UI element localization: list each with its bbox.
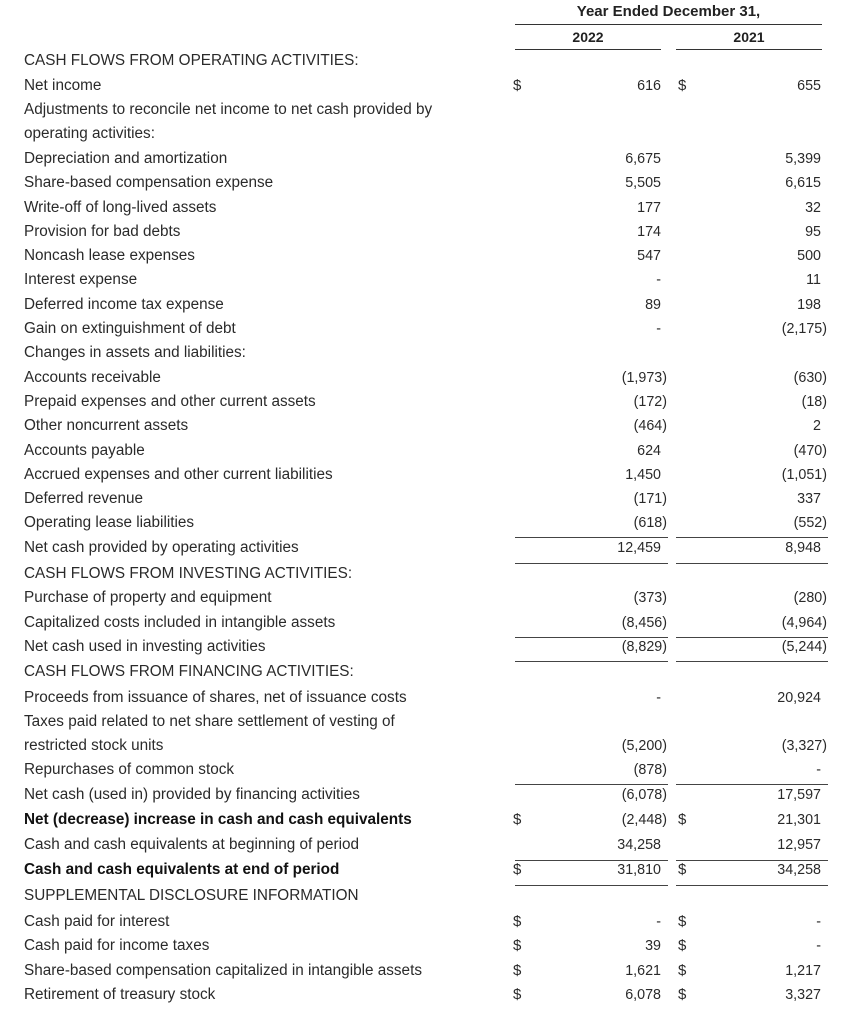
statement-row (0, 860, 848, 884)
subtotal-rule (676, 637, 828, 638)
value-2021: 12,957 (777, 837, 821, 853)
value-2021: 34,258 (777, 862, 821, 878)
statement-row (0, 270, 848, 294)
value-2021: (5,244) (781, 639, 827, 655)
value-2021: 11 (806, 272, 821, 288)
line-item-label: Capitalized costs included in intangible assets (24, 614, 336, 631)
value-2021: 5,399 (785, 151, 821, 167)
value-2022: 177 (637, 200, 661, 216)
value-2022: 31,810 (617, 862, 661, 878)
value-2022: (8,456) (621, 615, 667, 631)
subtotal-rule (676, 661, 828, 662)
statement-row (0, 198, 848, 222)
value-2021: (3,327) (781, 738, 827, 754)
line-item-label: Share-based compensation expense (24, 174, 274, 191)
statement-row (0, 343, 848, 367)
line-item-label: Accrued expenses and other current liabilities (24, 466, 333, 483)
line-item-label: Write-off of long-lived assets (24, 199, 217, 216)
statement-row (0, 319, 848, 343)
value-2021: (552) (793, 515, 827, 531)
statement-row (0, 760, 848, 784)
value-2022: 624 (637, 443, 661, 459)
statement-row (0, 985, 848, 1009)
dollar-sign-2022: $ (513, 962, 522, 979)
dollar-sign-2022: $ (513, 811, 522, 828)
line-item-label: Changes in assets and liabilities: (24, 344, 246, 361)
statement-row (0, 662, 848, 686)
value-2021: - (816, 938, 821, 954)
statement-row (0, 961, 848, 985)
value-2021: (470) (793, 443, 827, 459)
dollar-sign-2021: $ (678, 77, 687, 94)
line-item-label: restricted stock units (24, 737, 164, 754)
line-item-label: Operating lease liabilities (24, 514, 195, 531)
dollar-sign-2022: $ (513, 913, 522, 930)
dollar-sign-2022: $ (513, 986, 522, 1003)
statement-row (0, 295, 848, 319)
statement-row (0, 588, 848, 612)
statement-row (0, 637, 848, 661)
statement-row (0, 712, 848, 736)
value-2022: 1,621 (625, 963, 661, 979)
line-item-label: Accounts receivable (24, 369, 161, 386)
subtotal-rule (676, 860, 828, 861)
statement-row (0, 124, 848, 148)
statement-row (0, 100, 848, 124)
value-2021: 337 (797, 491, 821, 507)
statement-row (0, 489, 848, 513)
value-2022: (1,973) (621, 370, 667, 386)
line-item-label: Depreciation and amortization (24, 150, 228, 167)
period-header: Year Ended December 31, (576, 3, 761, 20)
value-2022: (6,078) (621, 787, 667, 803)
dollar-sign-2021: $ (678, 937, 687, 954)
value-2022: (618) (633, 515, 667, 531)
value-2021: (2,175) (781, 321, 827, 337)
value-2021: (1,051) (781, 467, 827, 483)
statement-row (0, 912, 848, 936)
line-item-label: Share-based compensation capitalized in intangible assets (24, 962, 422, 979)
subtotal-rule (515, 661, 668, 662)
value-2022: 34,258 (617, 837, 661, 853)
value-2022: (171) (633, 491, 667, 507)
statement-row (0, 513, 848, 537)
statement-row (0, 465, 848, 489)
line-item-label: Purchase of property and equipment (24, 589, 272, 606)
line-item-label: Repurchases of common stock (24, 761, 234, 778)
line-item-label: Net cash provided by operating activities (24, 539, 299, 556)
subtotal-rule (515, 537, 668, 538)
line-item-label: SUPPLEMENTAL DISCLOSURE INFORMATION (24, 887, 359, 904)
line-item-label: CASH FLOWS FROM INVESTING ACTIVITIES: (24, 565, 353, 582)
value-2021: (18) (801, 394, 827, 410)
line-item-label: Cash paid for income taxes (24, 937, 210, 954)
statement-row (0, 392, 848, 416)
value-2022: 6,675 (625, 151, 661, 167)
value-2022: - (656, 321, 661, 337)
line-item-label: Net income (24, 77, 102, 94)
value-2022: (8,829) (621, 639, 667, 655)
subtotal-rule (676, 537, 828, 538)
statement-row (0, 368, 848, 392)
statement-row (0, 51, 848, 75)
subtotal-rule (676, 563, 828, 564)
statement-row (0, 936, 848, 960)
value-2021: 2 (813, 418, 821, 434)
statement-row (0, 416, 848, 440)
value-2022: - (656, 690, 661, 706)
value-2021: 1,217 (785, 963, 821, 979)
dollar-sign-2022: $ (513, 861, 522, 878)
value-2022: (878) (633, 762, 667, 778)
value-2021: 21,301 (777, 812, 821, 828)
subtotal-rule (515, 860, 668, 861)
value-2022: 12,459 (617, 540, 661, 556)
dollar-sign-2021: $ (678, 811, 687, 828)
statement-row (0, 222, 848, 246)
line-item-label: Net cash (used in) provided by financing activities (24, 786, 360, 803)
statement-row (0, 149, 848, 173)
value-2022: - (656, 914, 661, 930)
dollar-sign-2022: $ (513, 77, 522, 94)
year-2021-rule (676, 49, 822, 50)
value-2021: (630) (793, 370, 827, 386)
line-item-label: CASH FLOWS FROM OPERATING ACTIVITIES: (24, 52, 359, 69)
value-2021: 20,924 (777, 690, 821, 706)
value-2022: 174 (637, 224, 661, 240)
value-2022: (464) (633, 418, 667, 434)
value-2021: 3,327 (785, 987, 821, 1003)
subtotal-rule (515, 563, 668, 564)
line-item-label: Adjustments to reconcile net income to net cash provided by (24, 101, 433, 118)
value-2021: 198 (797, 297, 821, 313)
value-2022: 5,505 (625, 175, 661, 191)
value-2021: (280) (793, 590, 827, 606)
value-2021: (4,964) (781, 615, 827, 631)
subtotal-rule (676, 885, 828, 886)
header-rule (515, 24, 822, 25)
dollar-sign-2022: $ (513, 937, 522, 954)
statement-row (0, 76, 848, 100)
value-2022: 1,450 (625, 467, 661, 483)
value-2021: - (816, 762, 821, 778)
subtotal-rule (676, 784, 828, 785)
statement-row (0, 564, 848, 588)
value-2022: 616 (637, 78, 661, 94)
dollar-sign-2021: $ (678, 913, 687, 930)
line-item-label: Gain on extinguishment of debt (24, 320, 236, 337)
statement-row (0, 835, 848, 859)
value-2022: (373) (633, 590, 667, 606)
year-2022-rule (515, 49, 661, 50)
line-item-label: Deferred income tax expense (24, 296, 224, 313)
column-year-2021: 2021 (733, 29, 765, 45)
statement-row (0, 810, 848, 834)
column-year-2022: 2022 (572, 29, 604, 45)
value-2022: (5,200) (621, 738, 667, 754)
subtotal-rule (515, 637, 668, 638)
statement-row (0, 736, 848, 760)
value-2022: 39 (645, 938, 661, 954)
statement-row (0, 688, 848, 712)
statement-row (0, 173, 848, 197)
statement-row (0, 538, 848, 562)
line-item-label: Noncash lease expenses (24, 247, 195, 264)
value-2022: 6,078 (625, 987, 661, 1003)
line-item-label: Deferred revenue (24, 490, 144, 507)
line-item-label: Interest expense (24, 271, 138, 288)
line-item-label: Provision for bad debts (24, 223, 181, 240)
value-2022: (2,448) (621, 812, 667, 828)
statement-row (0, 785, 848, 809)
dollar-sign-2021: $ (678, 962, 687, 979)
line-item-label: Cash and cash equivalents at beginning of period (24, 836, 360, 853)
line-item-label: Retirement of treasury stock (24, 986, 216, 1003)
line-item-label: Accounts payable (24, 442, 145, 459)
subtotal-rule (515, 885, 668, 886)
line-item-label: Prepaid expenses and other current assets (24, 393, 316, 410)
value-2021: 655 (797, 78, 821, 94)
statement-row (0, 246, 848, 270)
subtotal-rule (515, 784, 668, 785)
value-2021: - (816, 914, 821, 930)
statement-row (0, 886, 848, 910)
value-2022: 89 (645, 297, 661, 313)
value-2021: 17,597 (777, 787, 821, 803)
value-2022: - (656, 272, 661, 288)
value-2021: 500 (797, 248, 821, 264)
line-item-label: Taxes paid related to net share settlement of vesting of (24, 713, 395, 730)
line-item-label: CASH FLOWS FROM FINANCING ACTIVITIES: (24, 663, 354, 680)
dollar-sign-2021: $ (678, 861, 687, 878)
line-item-label: Proceeds from issuance of shares, net of issuance costs (24, 689, 407, 706)
value-2022: (172) (633, 394, 667, 410)
line-item-label: Other noncurrent assets (24, 417, 189, 434)
dollar-sign-2021: $ (678, 986, 687, 1003)
value-2021: 6,615 (785, 175, 821, 191)
value-2021: 32 (805, 200, 821, 216)
line-item-label: Cash and cash equivalents at end of period (24, 861, 340, 878)
value-2022: 547 (637, 248, 661, 264)
statement-row (0, 441, 848, 465)
statement-row (0, 613, 848, 637)
value-2021: 8,948 (785, 540, 821, 556)
value-2021: 95 (805, 224, 821, 240)
line-item-label: Net cash used in investing activities (24, 638, 266, 655)
line-item-label: Net (decrease) increase in cash and cash equivalents (24, 811, 412, 828)
line-item-label: Cash paid for interest (24, 913, 170, 930)
line-item-label: operating activities: (24, 125, 155, 142)
